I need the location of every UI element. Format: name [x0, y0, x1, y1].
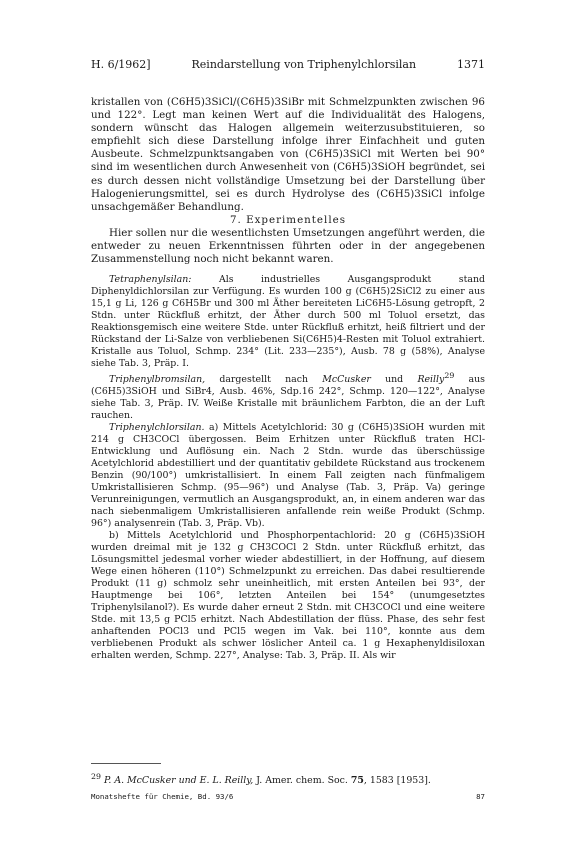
triphenylbromsilan-author-2: Reilly [417, 374, 445, 386]
triphenylchlorsilan-a-paragraph [91, 422, 485, 530]
footnote-citation: J. Amer. chem. Soc. [253, 775, 351, 787]
triphenylbromsilan-text-2: und [370, 374, 418, 386]
footnote [91, 771, 485, 787]
header-title: Reindarstellung von Triphenylchlorsilan [191, 58, 417, 71]
body-text [91, 96, 485, 662]
footer-journal: Monatshefte für Chemie, Bd. 93/6 [91, 792, 234, 801]
tetraphenylsilan-paragraph [91, 274, 485, 370]
footer-number: 87 [476, 792, 485, 801]
tetraphenylsilan-label: Tetraphenylsilan: [109, 274, 192, 286]
paragraph-spacer [91, 266, 485, 274]
triphenylbromsilan-label: Triphenylbromsilan, [109, 374, 206, 386]
footnote-number: 29 [91, 772, 101, 781]
header-issue: H. 6/1962] [91, 58, 151, 71]
footnote-volume: 75 [350, 775, 364, 787]
intro-paragraph: kristallen von (C6H5)3SiCl/(C6H5)3SiBr mit Schmelzpunkten zwischen 96 und 122°. Legt man keinen Wert auf die Individualität des Halogens, sondern wünscht das Halogen allgemein weiterzusubstituieren, so empfiehlt sich diese Darstellung infolge ihrer Einfachheit und guten Ausbeute. Schmelzpunktsangaben von (C6H5)3SiCl mit Werten bei 90° sind im wesentlichen durch Anwesenheit von (C6H5)3SiOH begründet, sei es durch dessen nicht vollständige Umsetzung bei der Darstellung über Halogenierungsmittel, sei es durch Hydrolyse des (C6H5)3SiCl infolge unsachgemäßer Behandlung. [91, 96, 485, 213]
triphenylbromsilan-text-3: aus (C6H5)3SiOH und SiBr4, Ausb. 46%, Sdp.16 242°, Schmp. 120—122°, Analyse siehe Tab. 3, Präp. IV. Weiße Kristalle mit bräunlichem Farbton, die an der Luft rauchen. [91, 374, 485, 422]
tetraphenylsilan-text: Als industrielles Ausgangsprodukt stand Diphenyldichlorsilan zur Verfügung. Es wurden 100 g (C6H5)2SiCl2 zu einer aus 15,1 g Li, 126 g C6H5Br und 300 ml Äther bereiteten LiC6H5-Lösung getropft, 2 Stdn. unter Rückfluß erhitzt, der Äther durch 500 ml Toluol ersetzt, das Reaktionsgemisch eine weitere Stde. unter Rückfluß erhitzt, heiß filtriert und der Rückstand der Li-Salze von verbliebenen Si(C6H5)4-Resten mit Toluol extrahiert. Kristalle aus Toluol, Schmp. 234° (Lit. 233—235°), Ausb. 78 g (58%), Analyse siehe Tab. 3, Präp. I. [91, 274, 485, 370]
triphenylchlorsilan-label: Triphenylchlorsilan. [109, 422, 205, 434]
triphenylbromsilan-author-1: McCusker [322, 374, 371, 386]
section-intro-paragraph: Hier sollen nur die wesentlichsten Umsetzungen angeführt werden, die entweder zu neuen Erkenntnissen führten oder in der angegebenen Zusammenstellung noch nicht bekannt waren. [91, 226, 485, 266]
page-footer [91, 792, 485, 801]
header-page-number: 1371 [456, 58, 485, 71]
running-header [91, 58, 485, 71]
footnote-reference: 29 [444, 371, 455, 381]
footnote-authors: P. A. McCusker und E. L. Reilly, [103, 775, 254, 787]
triphenylbromsilan-paragraph [91, 370, 485, 422]
triphenylchlorsilan-a-text: a) Mittels Acetylchlorid: 30 g (C6H5)3SiOH wurden mit 214 g CH3COCl übergossen. Beim Erhitzen unter Rückfluß traten HCl-Entwicklung und Auflösung ein. Nach 2 Stdn. wurde das überschüssige Acetylchlorid abdestilliert und der quantitativ gebildete Rückstand aus trockenem Benzin (90/100°) umkristallisiert. In einem Fall zeigten nach fünfmaligem Umkristallisieren Schmp. (95—96°) und Analyse (Tab. 3, Präp. Va) geringe Verunreinigungen, vermutlich an Ausgangsprodukt, an, in einem anderen war das nach siebenmaligem Umkristallisieren anfallende rein weiße Produkt (Schmp. 96°) analysenrein (Tab. 3, Präp. Vb). [91, 422, 485, 530]
triphenylbromsilan-text-1: dargestellt nach [205, 374, 323, 386]
section-title: 7. Experimentelles [229, 213, 346, 226]
footnote-rule [91, 763, 161, 764]
footnote-pages: , 1583 [1953]. [363, 775, 431, 787]
triphenylchlorsilan-b-paragraph: b) Mittels Acetylchlorid und Phosphorpentachlorid: 20 g (C6H5)3SiOH wurden dreimal mit je 132 g CH3COCl 2 Stdn. unter Rückfluß erhitzt, das Lösungsmittel jedesmal vorher wieder abdestilliert, in der Hoffnung, auf diesem Wege einen höheren (110°) Schmelzpunkt zu erreichen. Das dabei resultierende Produkt (11 g) schmolz sehr uneinheitlich, mit ersten Anteilen bei 93°, der Hauptmenge bei 106°, letzten Anteilen bei 154° (unumgesetztes Triphenylsilanol?). Es wurde daher erneut 2 Stdn. mit CH3COCl und eine weitere Stde. mit 13,5 g PCl5 erhitzt. Nach Abdestillation der flüss. Phase, des sehr fest anhaftenden POCl3 und PCl5 wegen im Vak. bei 110°, konnte aus dem verbliebenen Produkt als schwer löslicher Anteil ca. 1 g Hexaphenyldisiloxan erhalten werden, Schmp. 227°, Analyse: Tab. 3, Präp. II. Als wir [91, 530, 485, 662]
